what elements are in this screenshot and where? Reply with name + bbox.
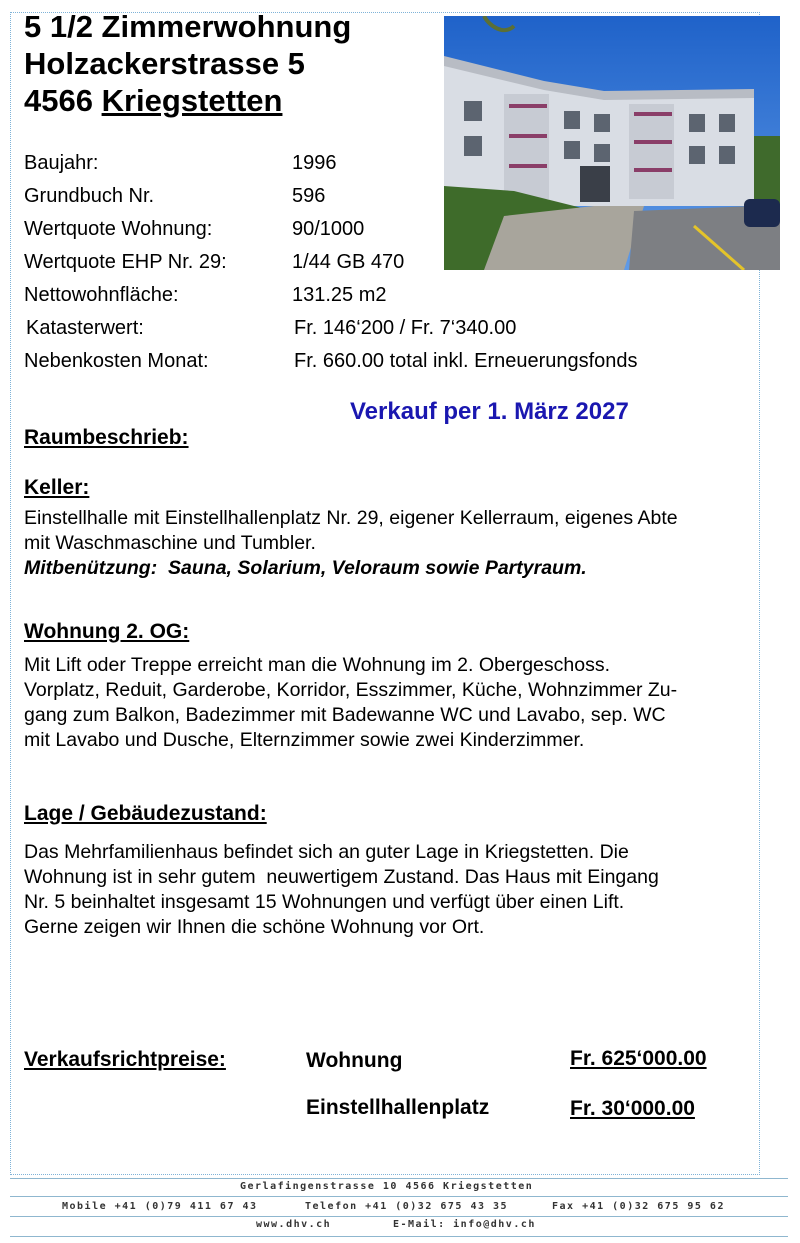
- building-photo: [444, 16, 780, 270]
- title-postcode: 4566: [24, 83, 102, 118]
- footer-mobile: Mobile +41 (0)79 411 67 43: [62, 1201, 258, 1212]
- fact-label: Katasterwert:: [26, 317, 144, 339]
- fact-value: 1/44 GB 470: [292, 251, 405, 273]
- fact-label: Nettowohnfläche:: [24, 284, 179, 306]
- footer-divider-top: [10, 1178, 788, 1179]
- footer-telefon: Telefon +41 (0)32 675 43 35: [305, 1201, 509, 1212]
- fact-label: Wertquote EHP Nr. 29:: [24, 251, 227, 273]
- price-label-wohnung: Wohnung: [306, 1049, 403, 1072]
- wohnung-line-1: Mit Lift oder Treppe erreicht man die Wohnung im 2. Obergeschoss.: [24, 654, 611, 676]
- wohnung-line-3: gang zum Balkon, Badezimmer mit Badewanne WC und Lavabo, sep. WC: [24, 704, 666, 726]
- fact-label: Baujahr:: [24, 152, 99, 174]
- sale-date-highlight: Verkauf per 1. März 2027: [350, 398, 629, 425]
- price-label-einstellhallenplatz: Einstellhallenplatz: [306, 1096, 490, 1119]
- keller-heading: Keller:: [24, 476, 90, 499]
- listing-title: [24, 8, 351, 119]
- footer-divider-2: [10, 1216, 788, 1217]
- lage-line-1: Das Mehrfamilienhaus befindet sich an guter Lage in Kriegstetten. Die: [24, 841, 629, 863]
- fact-value: 1996: [292, 152, 337, 174]
- price-amount-einstellhallenplatz: Fr. 30‘000.00: [570, 1097, 695, 1120]
- footer-email[interactable]: E-Mail: info@dhv.ch: [393, 1219, 536, 1230]
- keller-line-1: Einstellhalle mit Einstellhallenplatz Nr. 29, eigener Kellerraum, eigenes Abte: [24, 507, 678, 529]
- fact-value: 90/1000: [292, 218, 365, 240]
- footer-divider-1: [10, 1196, 788, 1197]
- fact-label: Wertquote Wohnung:: [24, 218, 213, 240]
- footer-address: Gerlafingenstrasse 10 4566 Kriegstetten: [240, 1181, 534, 1192]
- title-line-1: 5 1/2 Zimmerwohnung: [24, 9, 352, 44]
- raumbeschrieb-heading: Raumbeschrieb:: [24, 426, 189, 449]
- footer-fax: Fax +41 (0)32 675 95 62: [552, 1201, 725, 1212]
- fact-label: Grundbuch Nr.: [24, 185, 155, 207]
- lage-heading: Lage / Gebäudezustand:: [24, 802, 267, 825]
- lage-line-4: Gerne zeigen wir Ihnen die schöne Wohnung vor Ort.: [24, 916, 485, 938]
- footer-web[interactable]: www.dhv.ch: [256, 1219, 332, 1230]
- keller-mitbenutzung: Mitbenützung: Sauna, Solarium, Veloraum sowie Partyraum.: [24, 557, 587, 579]
- keller-line-2: mit Waschmaschine und Tumbler.: [24, 532, 316, 554]
- lage-line-3: Nr. 5 beinhaltet insgesamt 15 Wohnungen und verfügt über einen Lift.: [24, 891, 625, 913]
- title-town: Kriegstetten: [101, 83, 283, 118]
- fact-value: Fr. 660.00 total inkl. Erneuerungsfonds: [294, 350, 638, 372]
- wohnung-line-2: Vorplatz, Reduit, Garderobe, Korridor, Esszimmer, Küche, Wohnzimmer Zu-: [24, 679, 678, 701]
- price-amount-wohnung: Fr. 625‘000.00: [570, 1047, 707, 1070]
- footer-divider-bottom: [10, 1236, 788, 1237]
- fact-value: 131.25 m2: [292, 284, 387, 306]
- title-line-3: [24, 82, 351, 119]
- prices-heading: Verkaufsrichtpreise:: [24, 1048, 226, 1071]
- fact-value: 596: [292, 185, 326, 207]
- fact-label: Nebenkosten Monat:: [24, 350, 209, 372]
- wohnung-line-4: mit Lavabo und Dusche, Elternzimmer sowie zwei Kinderzimmer.: [24, 729, 585, 751]
- title-line-2: Holzackerstrasse 5: [24, 46, 305, 81]
- fact-value: Fr. 146‘200 / Fr. 7‘340.00: [294, 317, 517, 339]
- wohnung-heading: Wohnung 2. OG:: [24, 620, 190, 643]
- lage-line-2: Wohnung ist in sehr gutem neuwertigem Zustand. Das Haus mit Eingang: [24, 866, 659, 888]
- building-photo-graphic: [444, 16, 780, 270]
